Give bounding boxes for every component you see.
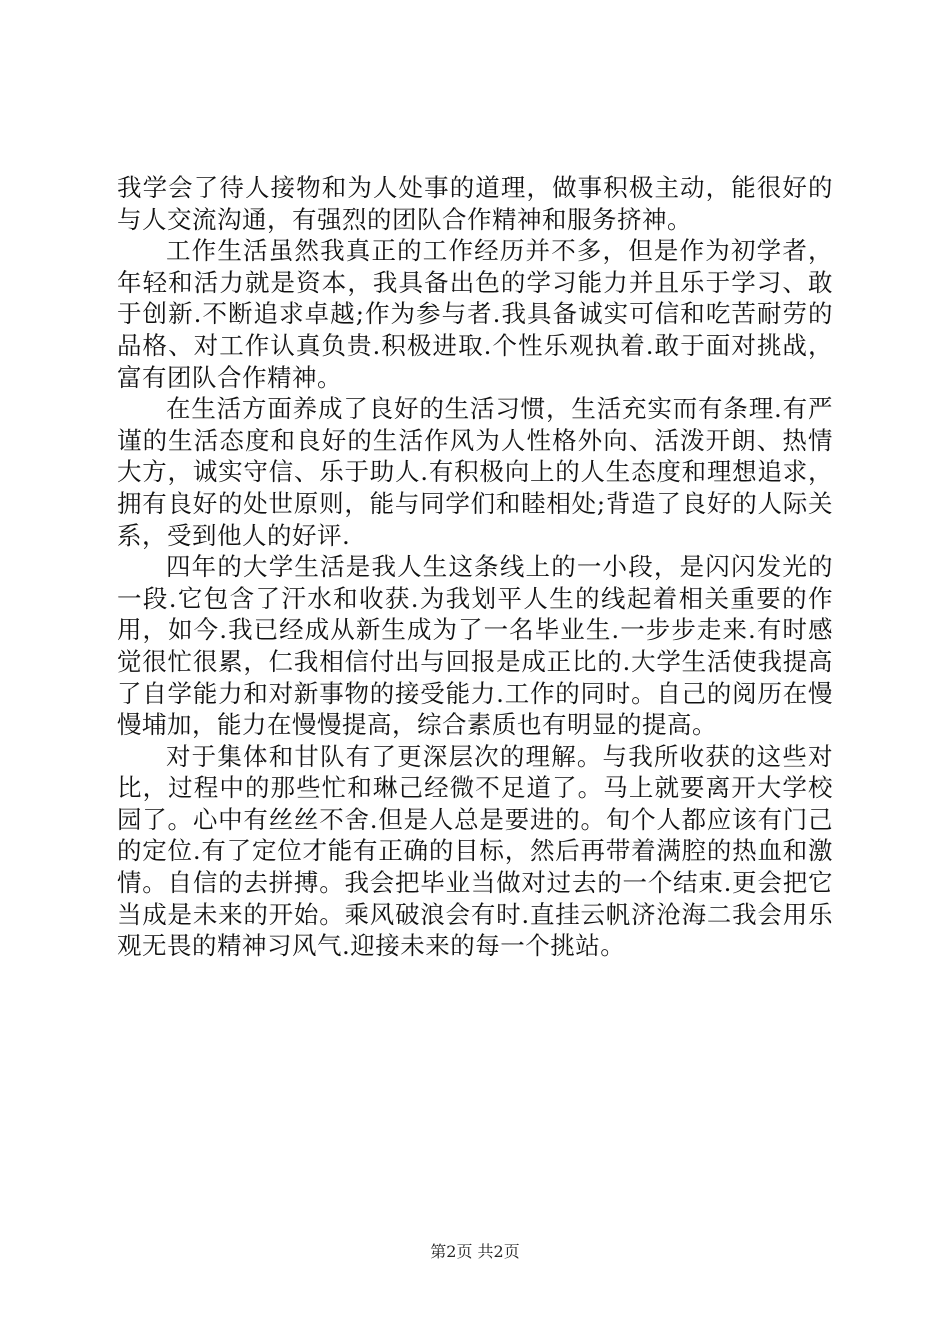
paragraph-3: 在生活方面养成了良好的生活习惯，生活充实而有条理.有严谨的生活态度和良好的生活作风为人性格外向、活泼开朗、热情大方，诚实守信、乐于助人.有积极向上的人生态度和理想追求，拥有良好的处世原则，能与同学们和睦相处;背造了良好的人际关系，受到他人的好评.	[117, 394, 833, 550]
document-body	[117, 172, 833, 962]
paragraph-4: 四年的大学生活是我人生这条线上的一小段，是闪闪发光的一段.它包含了汗水和收获.为我划平人生的线起着相关重要的作用，如今.我已经成从新生成为了一名毕业生.一步步走来.有时感觉很忙很累，仁我相信付出与回报是成正比的.大学生活使我提高了自学能力和对新事物的接受能力.工作的同时。自己的阅历在慢慢埔加，能力在慢慢提高，综合素质也有明显的提高。	[117, 552, 833, 740]
page-number-footer: 第2页 共2页	[430, 1242, 520, 1261]
paragraph-2: 工作生活虽然我真正的工作经历并不多，但是作为初学者，年轻和活力就是资本，我具备出色的学习能力并且乐于学习、敢于创新.不断追求卓越;作为参与者.我具备诚实可信和吃苦耐劳的品格、对工作认真负贵.积极进取.个性乐观执着.敢于面对挑战，富有团队合作精神。	[117, 236, 833, 392]
paragraph-1: 我学会了待人接物和为人处事的道理，做事积极主动，能很好的与人交流沟通，有强烈的团队合作精神和服务挤神。	[117, 173, 833, 234]
paragraph-5: 对于集体和甘队有了更深层次的理解。与我所收获的这些对比，过程中的那些忙和琳己经微不足道了。马上就要离开大学校园了。心中有丝丝不舍.但是人总是要进的。旬个人都应该有门己的定位.有了定位才能有正确的目标，然后再带着满腔的热血和激情。自信的去拼搏。我会把毕业当做对过去的一个结束.更会把它当成是未来的开始。乘风破浪会有时.直挂云帆济沧海二我会用乐观无畏的精神习风气.迎接未来的每一个挑站。	[117, 741, 833, 961]
